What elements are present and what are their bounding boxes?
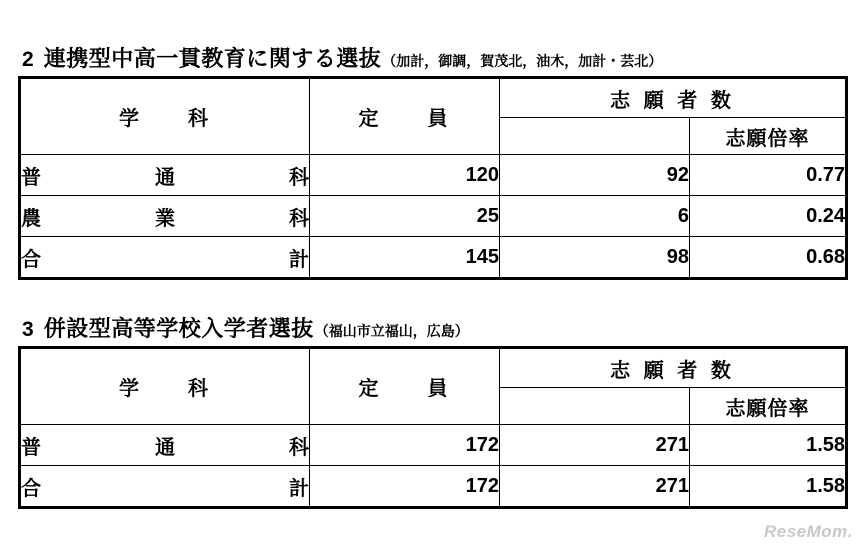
section-renkeigata (18, 48, 848, 280)
section-subtitle: （福山市立福山，広島） (314, 323, 469, 339)
section-title: 連携型中高一貫教育に関する選抜 (43, 46, 382, 71)
cell-ratio: 1.58 (690, 466, 847, 508)
cell-capacity: 120 (310, 155, 500, 196)
header-ratio: 志願倍率 (690, 118, 847, 155)
table-header-row (20, 78, 847, 118)
section-number: 2 (22, 48, 34, 71)
header-applicants: 志 願 者 数 (500, 348, 847, 388)
subject-char-3: 計 (289, 248, 309, 271)
subject-char-2: 業 (155, 207, 175, 230)
cell-ratio: 0.24 (690, 196, 847, 237)
watermark: ReseMom. (763, 522, 853, 541)
subject-char-3: 科 (289, 436, 309, 459)
header-applicants-blank (500, 118, 690, 155)
cell-capacity: 25 (310, 196, 500, 237)
cell-subject (20, 425, 310, 466)
cell-ratio: 1.58 (690, 425, 847, 466)
header-applicants: 志 願 者 数 (500, 78, 847, 118)
table-row (20, 196, 847, 237)
subject-char-3: 科 (289, 166, 309, 189)
table-row-total (20, 237, 847, 279)
cell-applicants: 271 (500, 425, 690, 466)
cell-subject (20, 196, 310, 237)
table-row-total (20, 466, 847, 508)
cell-applicants: 92 (500, 155, 690, 196)
section-number: 3 (22, 318, 34, 341)
cell-subject (20, 237, 310, 279)
table-row (20, 155, 847, 196)
section-subtitle: （加計，御調，賀茂北，油木，加計・芸北） (382, 53, 663, 69)
cell-applicants: 6 (500, 196, 690, 237)
exam-table (18, 76, 848, 280)
cell-ratio: 0.77 (690, 155, 847, 196)
header-ratio: 志願倍率 (690, 388, 847, 425)
table-header-row (20, 348, 847, 388)
subject-char-2: 通 (155, 436, 175, 459)
subject-char-2: 通 (155, 166, 175, 189)
subject-char-1: 合 (21, 248, 41, 271)
section-title: 併設型高等学校入学者選抜 (43, 316, 314, 341)
subject-char-1: 合 (21, 477, 41, 500)
header-subject: 学 科 (20, 78, 310, 155)
cell-applicants: 98 (500, 237, 690, 279)
exam-table (18, 346, 848, 509)
header-subject: 学 科 (20, 348, 310, 425)
cell-capacity: 145 (310, 237, 500, 279)
table-row (20, 425, 847, 466)
cell-subject (20, 466, 310, 508)
section-heading (18, 318, 848, 340)
header-applicants-blank (500, 388, 690, 425)
section-heading (18, 48, 848, 70)
subject-char-1: 普 (21, 166, 41, 189)
cell-capacity: 172 (310, 466, 500, 508)
subject-char-3: 科 (289, 207, 309, 230)
header-capacity: 定 員 (310, 78, 500, 155)
cell-subject (20, 155, 310, 196)
section-heisetsugata (18, 318, 848, 509)
subject-char-1: 普 (21, 436, 41, 459)
header-capacity: 定 員 (310, 348, 500, 425)
cell-capacity: 172 (310, 425, 500, 466)
subject-char-3: 計 (289, 477, 309, 500)
subject-char-1: 農 (21, 207, 41, 230)
cell-applicants: 271 (500, 466, 690, 508)
cell-ratio: 0.68 (690, 237, 847, 279)
